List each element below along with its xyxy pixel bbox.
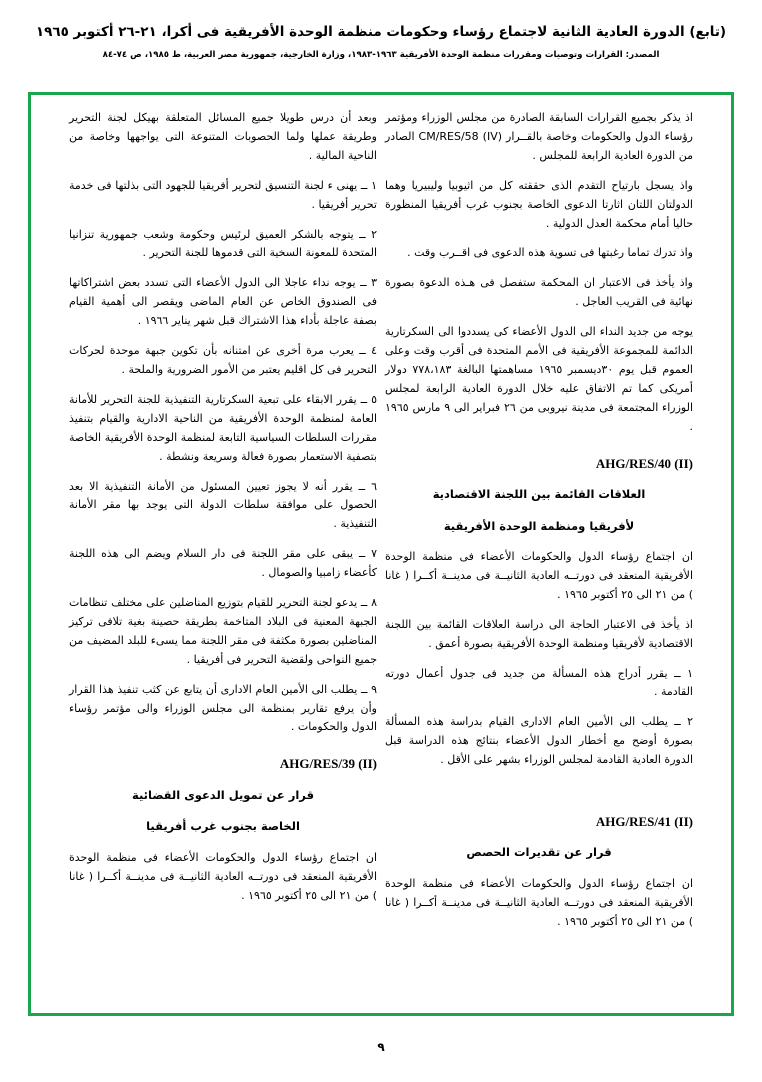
paragraph: ان اجتماع رؤساء الدول والحكومات الأعضاء فى منظمة الوحدة الأفريقية المنعقد فى دورتــه العادية الثانيــة فى مدينــة أكــرا ( غانا ) من ٢١ الى ٢٥ أكتوبر ١٩٦٥ . <box>385 550 693 601</box>
paragraph: ٣ ــ يوجه نداء عاجلا الى الدول الأعضاء التى تسدد بعض اشتراكاتها فى الصندوق الخاص عن العام الماضى ويقصر الى أهمية القيام بصفة عاجلة بأداء هذا الاشتراك قبل شهر يناير ١٩٦٦ . <box>69 276 377 328</box>
document-title: (تابع) الدورة العادية الثانية لاجتماع رؤساء وحكومات منظمة الوحدة الأفريقية فى أكرا، ٢١-٢٦ أكتوبر ١٩٦٥ <box>35 24 727 40</box>
resolution-code: AHG/RES/40 (II) <box>595 455 693 471</box>
paragraph: ٧ ــ يبقى على مقر اللجنة فى دار السلام ويضم الى هذه اللجنة كأعضاء زامبيا والصومال . <box>69 547 377 580</box>
document-source: المصدر: القرارات وتوصيات ومقررات منظمة الوحدة الأفريقية ١٩٦٣-١٩٨٣، وزارة الخارجية، جمهورية مصر العربية، ط ١٩٨٥، ص ٧٤-٨٤ <box>102 50 660 61</box>
paragraph: ٤ ــ يعرب مرة أخرى عن امتنانه بأن تكوين جبهة موحدة لحركات التحرير فى كل اقليم يعتبر من الأمور الضرورية والملحة . <box>69 344 377 376</box>
paragraph: ٥ ــ يقرر الابقاء على تبعية السكرتارية التنفيذية للجنة التحرير للأمانة العامة لمنظمة الوحدة الأفريقية من الناحية الادارية والقيام بتنفيذ مقررات السلطات السياسية التابعة لمنظمة الوحدة الأفريقية الخاصة بتصفية الاستعمار بصورة فعالة وسريعة ونشطة . <box>69 392 377 463</box>
paragraph: ٢ ــ يتوجه بالشكر العميق لرئيس وحكومة وشعب جمهورية تنزانيا المتحدة للمعونة السخية التى قدموها للجنة التحرير . <box>69 227 377 260</box>
paragraph: اذ يذكر بجميع القرارات السابقة الصادرة من مجلس الوزراء ومؤتمر رؤساء الدول والحكومات وخاصة بالقــرار (CM/RES/58 (IV الصادر من الدورة العادية الرابعة للمجلس . <box>385 111 693 162</box>
resolution-title-line: قرار عن تقديرات الحصص <box>466 845 612 860</box>
resolution-title-line: العلاقات القائمة بين اللجنة الاقتصادية <box>432 486 646 501</box>
paragraph: واذ يسجل بارتياح التقدم الذى حققته كل من اثيوبيا وليبيريا وهما الدولتان اللتان اثارتا الدعوى الخاصة بجنوب غرب أفريقيا المنظورة حاليا أمام محكمة العدل الدولية . <box>385 178 693 230</box>
paragraph: ١ ــ يهنى ء لجنة التنسيق لتحرير أفريقيا للجهود التى بذلتها فى خدمة تحرير أفريقيا . <box>69 178 377 211</box>
paragraph: ٦ ــ يقرر أنه لا يجوز تعيين المسئول من الأمانة التنفيذية الا بعد الحصول على موافقة سلطات الدولة التى يوجد بها مقر الأمانة التنفيذية . <box>69 479 377 531</box>
paragraph: ٨ ــ يدعو لجنة التحرير للقيام بتوزيع المناضلين على مختلف تنظامات الجبهة المعنية فى البلاد المتاخمة بطريقة حصينة بغية تلافى تركيز المناضلين بصورة مكثفة فى مقر اللجنة مما يسىء للبلد المضيف من جميع النواحى ولقضية التحرير فى أفريقيا . <box>69 596 377 666</box>
paragraph: ٩ ــ يطلب الى الأمين العام الادارى أن يتابع عن كثب تنفيذ هذا القرار وأن يرفع تقارير بمنظمة الى مجلس الوزراء والى مؤتمر رؤساء الدول والحكومات . <box>69 682 377 734</box>
page-header <box>28 22 734 61</box>
paragraph: ٢ ــ يطلب الى الأمين العام الادارى القيام بدراسة هذه المسألة بصورة أوضح مع أخطار الدول الأعضاء بنتائج هذه الدراسة قبل الدورة العادية القادمة لمجلس الوزراء بشهر على الأقل . <box>385 715 693 767</box>
page-number: ٩ <box>377 1040 385 1054</box>
content-frame <box>28 92 734 1016</box>
resolution-code: AHG/RES/39 (II) <box>279 756 377 772</box>
resolution-title-line: قرار عن تمويل الدعوى القضائية <box>132 787 314 802</box>
column-left <box>381 109 715 1003</box>
column-right <box>47 109 381 1003</box>
paragraph: واذ يأخذ فى الاعتبار ان المحكمة ستفصل فى هـذه الدعوة بصورة نهائية فى القريب العاجل . <box>385 276 693 309</box>
paragraph: اذ يأخذ فى الاعتبار الحاجة الى دراسة العلاقات القائمة بين اللجنة الاقتصادية لأفريقيا ومنظمة الوحدة الأفريقية بصورة أعمق . <box>385 617 693 650</box>
resolution-code: AHG/RES/41 (II) <box>595 814 693 830</box>
paragraph: يوجه من جديد النداء الى الدول الأعضاء كى يسددوا الى السكرتارية الدائمة للمجموعة الأفريقية فى الأمم المتحدة فى أقرب وقت وعلى العموم قبل يوم ٣٠ديسمبر ١٩٦٥ مساهمتها البالغة ٧٧٨،١٨٣ دولار أمريكى كما تم الاتفاق عليه خلال الدورة العادية الرابعة لمجلس الوزراء المجتمعة فى مدينة نيروبى من ٢٦ فبراير الى ٩ مارس ١٩٦٥ . <box>385 325 694 433</box>
resolution-title-line: الخاصة بجنوب غرب أفريقيا <box>146 819 300 834</box>
paragraph: وبعد أن درس طويلا جميع المسائل المتعلقة بهيكل لجنة التحرير وطريقة عملها ولما الحصوبات المتنوعة التى يواجهها وخاصة من الناحية المالية . <box>69 111 377 162</box>
paragraph: ان اجتماع رؤساء الدول والحكومات الأعضاء فى منظمة الوحدة الأفريقية المنعقد فى دورتــه العادية الثانيــة فى مدينــة أكــرا ( غانا ) من ٢١ الى ٢٥ أكتوبر ١٩٦٥ . <box>69 850 377 902</box>
paragraph: واذ تدرك تماما رغبتها فى تسوية هذه الدعوى فى اقــرب وقت . <box>407 246 693 260</box>
paragraph: ان اجتماع رؤساء الدول والحكومات الأعضاء فى منظمة الوحدة الأفريقية المنعقد فى دورتــه العادية الثانيــة فى مدينــة أكــرا ( غانا ) من ٢١ الى ٢٥ أكتوبر ١٩٦٥ . <box>385 877 693 928</box>
resolution-title-line: لأفريقيا ومنظمة الوحدة الأفريقية <box>443 518 635 533</box>
paragraph: ١ ــ يقرر أدراج هذه المسألة من جديد فى جدول أعمال دورته القادمة . <box>385 666 693 699</box>
